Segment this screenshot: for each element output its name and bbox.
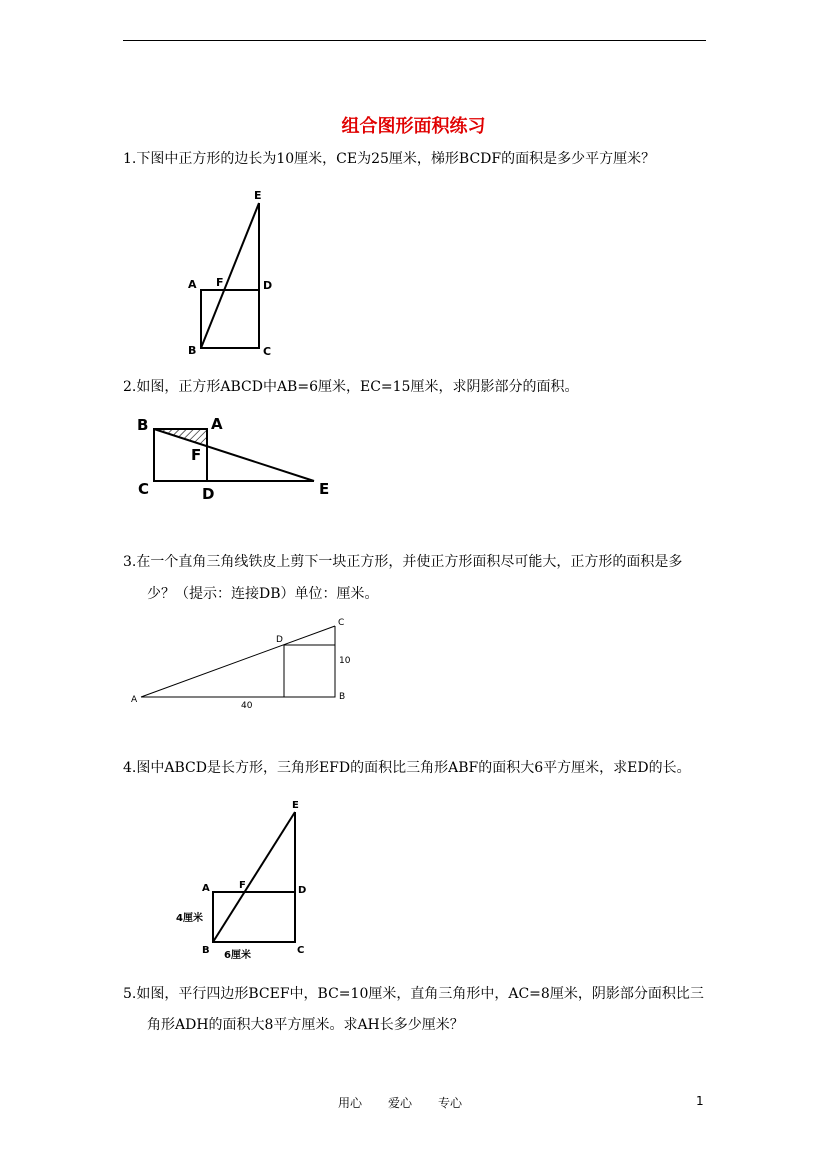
question-3-text: 3.在一个直角三角线铁皮上剪下一块正方形，并使正方形面积尽可能大，正方形的面积是多 xyxy=(123,554,683,570)
question-5-text: 5.如图，平行四边形BCEF中，BC=10厘米，直角三角形中，AC=8厘米，阴影部分面积比三 xyxy=(123,986,704,1002)
fig2-label-e: E xyxy=(319,480,330,498)
fig1-label-e: E xyxy=(254,189,262,202)
question-3-text-cont: 少？（提示：连接DB）单位：厘米。 xyxy=(147,586,379,602)
footer-motto-1: 用心 xyxy=(338,1096,363,1110)
fig4-label-a: A xyxy=(202,883,210,894)
fig4-label-c: C xyxy=(297,945,305,956)
fig2-label-f: F xyxy=(191,446,202,464)
footer-motto-2: 爱心 xyxy=(388,1096,413,1110)
fig1-label-c: C xyxy=(263,345,272,358)
fig2-label-a: A xyxy=(211,415,223,433)
fig4-rectangle xyxy=(213,892,295,942)
fig4-label-f: F xyxy=(239,880,246,891)
fig4-label-b: B xyxy=(202,945,210,956)
question-2-text: 2.如图，正方形ABCD中AB=6厘米，EC=15厘米，求阴影部分的面积。 xyxy=(123,379,579,395)
fig3-label-d: D xyxy=(276,635,283,645)
fig3-label-forty: 40 xyxy=(241,701,253,711)
footer-motto-3: 专心 xyxy=(438,1096,463,1110)
fig2-label-c: C xyxy=(138,480,150,498)
fig4-label-d: D xyxy=(298,885,307,896)
fig4-label-base: 6厘米 xyxy=(224,950,251,961)
fig4-label-side: 4厘米 xyxy=(176,913,203,924)
question-4-text: 4.图中ABCD是长方形，三角形EFD的面积比三角形ABF的面积大6平方厘米，求ED的长。 xyxy=(123,760,691,776)
fig2-label-d: D xyxy=(202,485,215,503)
fig4-line-be xyxy=(213,812,295,942)
fig3-label-c: C xyxy=(338,618,345,628)
fig1-label-d: D xyxy=(263,279,273,292)
fig1-label-b: B xyxy=(188,344,197,357)
question-1-text: 1.下图中正方形的边长为10厘米，CE为25厘米，梯形BCDF的面积是多少平方厘米？ xyxy=(123,151,656,167)
fig3-label-a: A xyxy=(131,695,138,705)
fig3-label-ten: 10 xyxy=(339,656,351,666)
fig2-label-b: B xyxy=(137,416,149,434)
question-5-text-cont: 角形ADH的面积大8平方厘米。求AH长多少厘米？ xyxy=(147,1017,464,1033)
fig1-label-f: F xyxy=(216,276,224,289)
page-title: 组合图形面积练习 xyxy=(341,116,486,137)
fig1-label-a: A xyxy=(188,278,197,291)
page-number: 1 xyxy=(696,1094,704,1108)
fig4-label-e: E xyxy=(292,800,299,811)
fig3-label-b: B xyxy=(339,692,346,702)
